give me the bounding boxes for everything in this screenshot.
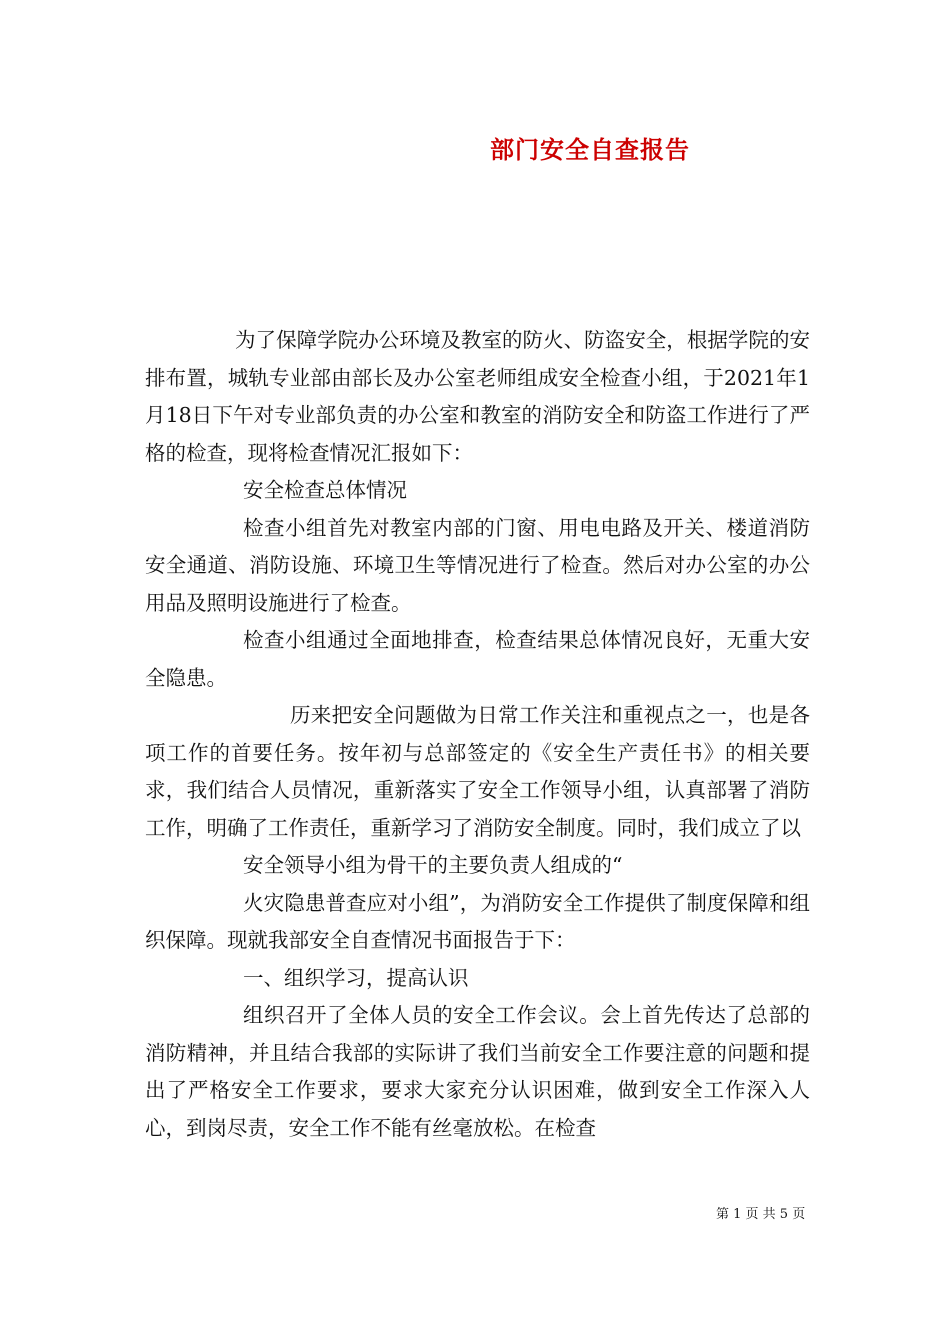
document-body (145, 322, 810, 1147)
paragraph-inspection-result: 检查小组通过全面地排查，检查结果总体情况良好，无重大安全隐患。 (145, 628, 810, 690)
paragraph-heading-section-one: 一、组织学习，提高认识 (243, 965, 469, 990)
paragraph-intro: 为了保障学院办公环境及教室的防火、防盗安全，根据学院的安排布置，城轨专业部由部长及办公室老师组成安全检查小组，于2021年1月18日下午对专业部负责的办公室和教室的消防安全和防盗工作进行了严格的检查，现将检查情况汇报如下： (145, 328, 810, 465)
paragraph-inspection-scope: 检查小组首先对教室内部的门窗、用电电路及开关、楼道消防安全通道、消防设施、环境卫生等情况进行了检查。然后对办公室的办公用品及照明设施进行了检查。 (145, 515, 810, 615)
document-title: 部门安全自查报告 (490, 135, 690, 164)
page-number-footer: 第 1 页 共 5 页 (716, 1207, 806, 1222)
paragraph-fire-hazard-group: 火灾隐患普查应对小组”，为消防安全工作提供了制度保障和组织保障。现就我部安全自查情况书面报告于下： (145, 890, 810, 952)
paragraph-safety-priority: 历来把安全问题做为日常工作关注和重视点之一，也是各项工作的首要任务。按年初与总部签定的《安全生产责任书》的相关要求，我们结合人员情况，重新落实了安全工作领导小组，认真部署了消防工作，明确了工作责任，重新学习了消防安全制度。同时，我们成立了以 (145, 703, 810, 840)
paragraph-meeting: 组织召开了全体人员的安全工作会议。会上首先传达了总部的消防精神，并且结合我部的实际讲了我们当前安全工作要注意的问题和提出了严格安全工作要求，要求大家充分认识困难，做到安全工作深入人心，到岗尽责，安全工作不能有丝毫放松。在检查 (145, 1003, 810, 1140)
paragraph-leadership-group: 安全领导小组为骨干的主要负责人组成的“ (243, 853, 623, 877)
paragraph-heading-overview: 安全检查总体情况 (243, 478, 407, 502)
